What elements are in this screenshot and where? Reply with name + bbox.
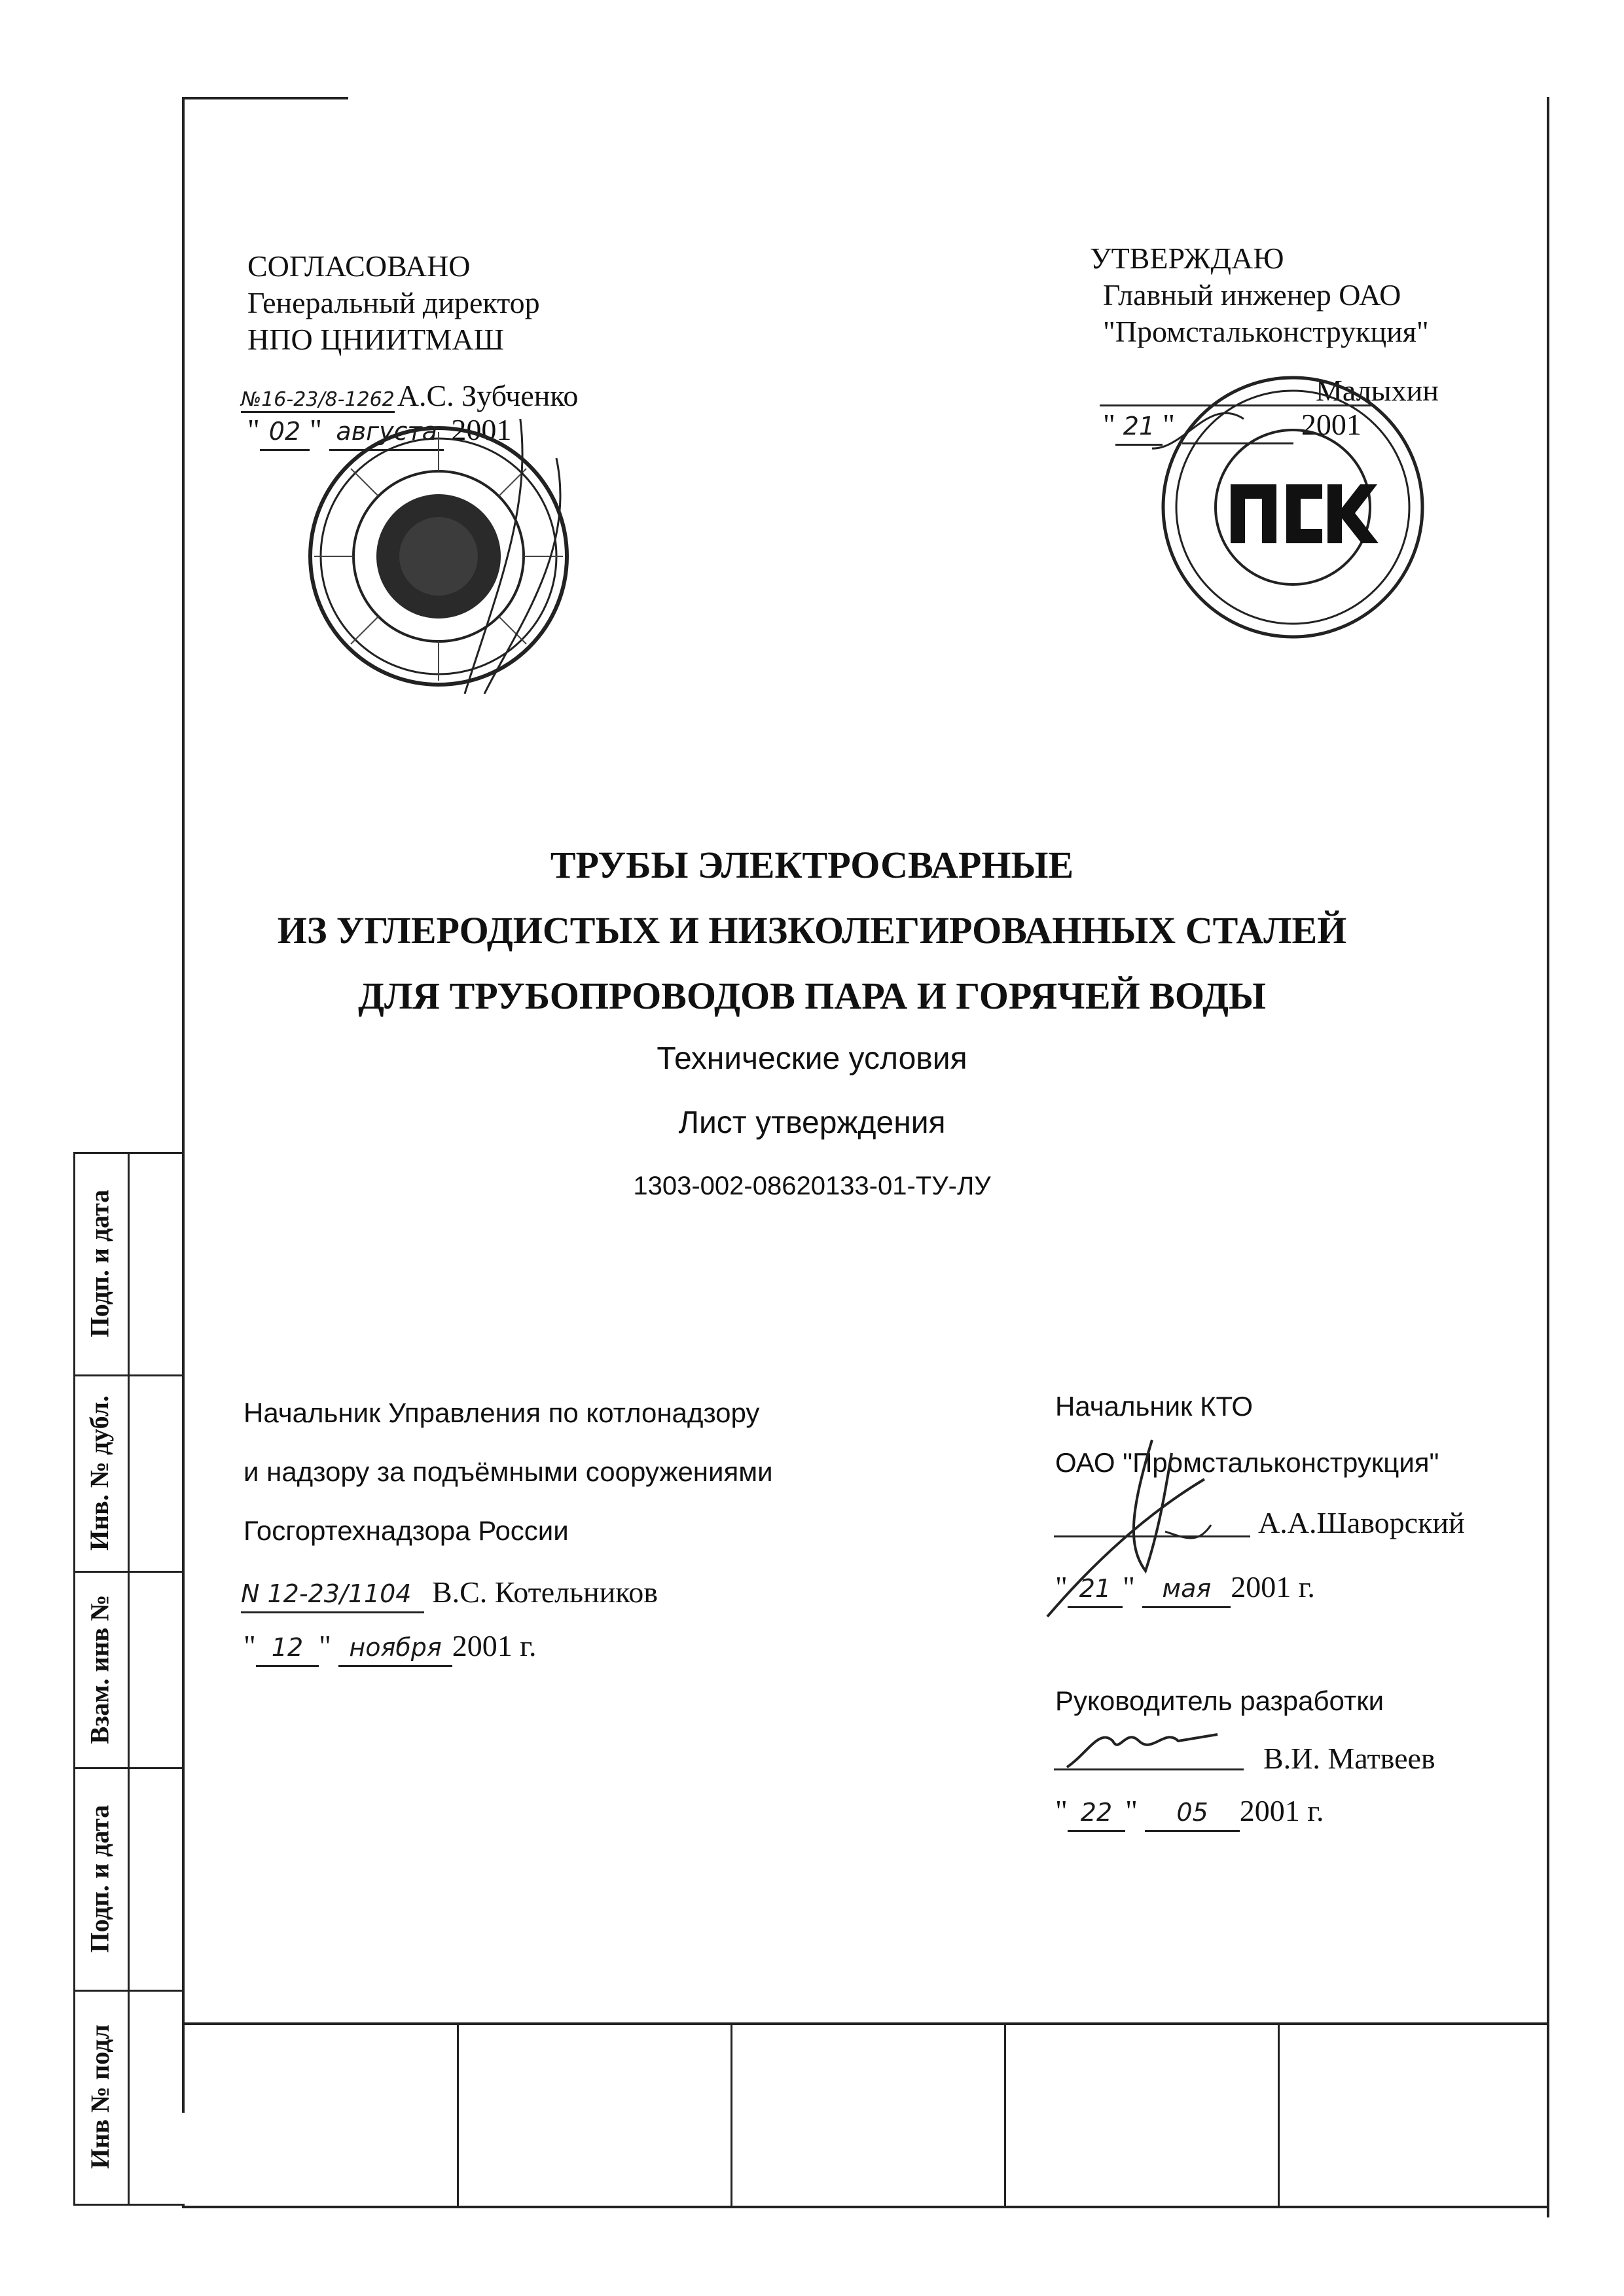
bottom-grid-divider	[731, 2025, 732, 2208]
side-stamp-label: Подп. и дата	[84, 1189, 115, 1337]
approved-date: " 21 " 2001	[1103, 407, 1362, 446]
kto-date-month: мая	[1142, 1571, 1231, 1608]
dev-signer: В.И. Матвеев	[1263, 1742, 1435, 1775]
agreed-position: Генеральный директор	[247, 286, 540, 319]
left-sign-line3: Госгортехнадзора России	[244, 1515, 569, 1546]
left-sign-date-day: 12	[256, 1630, 319, 1667]
left-sign-signer: В.С. Котельников	[431, 1575, 659, 1609]
agreed-date-day: 02	[260, 414, 310, 451]
frame-right-line	[1547, 97, 1549, 2217]
bottom-stamp-grid	[183, 2022, 1548, 2208]
dev-date-year: 2001 г.	[1239, 1794, 1324, 1827]
kto-date: " 21 " мая 2001 г.	[1055, 1570, 1315, 1608]
side-stamp-label: Взам. инв №	[84, 1594, 115, 1744]
approved-heading: УТВЕРЖДАЮ	[1090, 242, 1284, 275]
doc-code: 1303-002-08620133-01-ТУ-ЛУ	[633, 1172, 991, 1200]
left-sign-signature	[241, 1575, 658, 1613]
bottom-grid-divider	[1004, 2025, 1006, 2208]
side-stamp-label: Инв. № дубл.	[84, 1395, 115, 1551]
bottom-grid-divider	[1278, 2025, 1280, 2208]
left-sign-line2: и надзору за подъёмными сооружениями	[244, 1456, 773, 1487]
dev-date: " 22 " 05 2001 г.	[1055, 1793, 1324, 1832]
doc-sheet-name: Лист утверждения	[678, 1105, 946, 1140]
kto-signature-scribble	[1034, 1414, 1250, 1630]
seal-right-image	[1152, 367, 1434, 648]
agreed-org: НПО ЦНИИТМАШ	[247, 323, 505, 356]
side-stamp-label: Инв № подл	[84, 2024, 115, 2169]
agreed-date-year: 2001	[451, 413, 512, 446]
kto-line1: Начальник КТО	[1055, 1391, 1253, 1422]
left-sign-ref: N 12-23/1104	[241, 1576, 424, 1613]
dev-line1: Руководитель разработки	[1055, 1685, 1384, 1716]
seal-left-image	[301, 419, 576, 694]
kto-date-day: 21	[1068, 1571, 1123, 1608]
agreed-signer: А.С. Зубченко	[397, 379, 579, 412]
dev-date-month: 05	[1145, 1795, 1239, 1832]
agreed-heading: СОГЛАСОВАНО	[247, 249, 471, 283]
side-stamp-table	[73, 1152, 185, 2206]
left-sign-line1: Начальник Управления по котлонадзору	[244, 1397, 760, 1428]
kto-signer: А.А.Шаворский	[1258, 1506, 1465, 1539]
approved-date-day: 21	[1115, 408, 1163, 446]
approved-signer: Малыхин	[1316, 374, 1439, 407]
agreed-date-month: августа	[329, 414, 443, 451]
approved-org: "Промстальконструкция"	[1103, 315, 1429, 348]
doc-title-line2: ИЗ УГЛЕРОДИСТЫХ И НИЗКОЛЕГИРОВАННЫХ СТАЛЕЙ	[277, 909, 1347, 952]
dev-signature-scribble	[1060, 1715, 1237, 1774]
left-sign-date: " 12 " ноября 2001 г.	[244, 1628, 536, 1667]
kto-line2: ОАО "Промстальконструкция"	[1055, 1447, 1439, 1478]
side-stamp-label: Подп. и дата	[84, 1804, 115, 1952]
dev-date-day: 22	[1068, 1795, 1125, 1832]
left-sign-date-month: ноября	[338, 1630, 452, 1667]
kto-date-year: 2001 г.	[1231, 1570, 1315, 1604]
frame-top-line	[183, 97, 348, 99]
agreed-signature-line	[241, 378, 578, 414]
approved-date-year: 2001	[1301, 408, 1362, 441]
doc-tech-conditions: Технические условия	[657, 1041, 967, 1076]
agreed-date: " 02 " августа 2001	[247, 412, 511, 451]
approved-position: Главный инженер ОАО	[1103, 278, 1401, 312]
doc-title-line1: ТРУБЫ ЭЛЕКТРОСВАРНЫЕ	[550, 844, 1074, 886]
left-sign-date-year: 2001 г.	[452, 1629, 537, 1662]
agreed-ref: №16-23/8-1262	[241, 388, 395, 413]
bottom-grid-divider	[457, 2025, 459, 2208]
doc-title-line3: ДЛЯ ТРУБОПРОВОДОВ ПАРА И ГОРЯЧЕЙ ВОДЫ	[358, 975, 1266, 1017]
side-stamp-divider	[73, 2204, 185, 2206]
